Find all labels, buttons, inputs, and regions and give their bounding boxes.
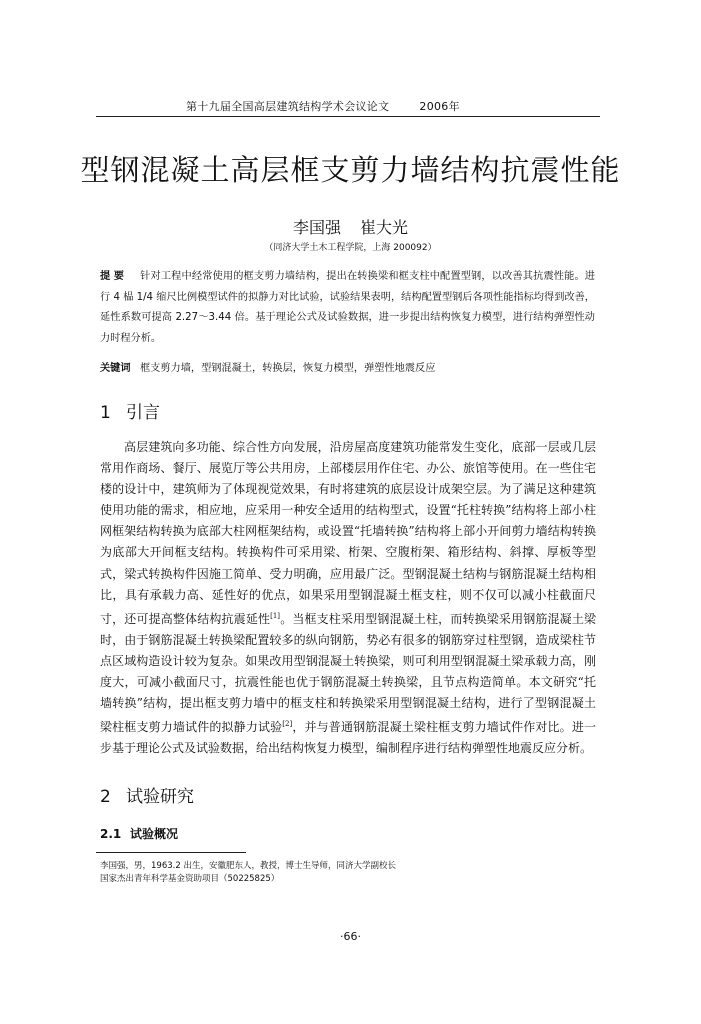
header-rule [96,116,600,117]
subsection-2-1-heading [100,825,178,842]
abstract [100,267,595,349]
paper-authors: 李国强 崔大光 [292,218,409,237]
header-year: 2006年 [419,100,460,113]
footnote [100,860,396,886]
keywords-label: 关键词 [100,363,131,374]
body-text [100,437,596,759]
running-header [186,98,460,114]
section-2-title: 试验研究 [126,787,194,807]
footnote-funding: 国家杰出青年科学基金资助项目（50225825） [100,874,280,884]
footnote-rule [96,852,246,853]
keywords-text: 框支剪力墙，型钢混凝土，转换层，恢复力模型，弹塑性地震反应 [140,363,436,374]
section-2-number: 2 [100,787,111,807]
body-text-part-c: ，并与普通钢筋混凝土梁柱框支剪力墙试件作对比。进一步基于理论公式及试验数据，给出结构恢复力模型，编制程序进行结构弹塑性地震反应分析。 [100,720,596,756]
citation-1: [1] [270,611,281,620]
body-paragraph [100,437,596,759]
section-1-heading [100,398,160,423]
abstract-text: 针对工程中经常使用的框支剪力墙结构，提出在转换梁和框支柱中配置型钢，以改善其抗震性能。进行 4 榀 1/4 缩尺比例模型试件的拟静力对比试验，试验结果表明，结构配置型钢后各项性能指标均得到改善，延性系数可提高 2.27～3.44 倍。基于理论公式及试验数据，进一步提出结构恢复力模型，进行结构弹塑性动力时程分析。 [100,271,595,344]
section-1-number: 1 [100,403,111,423]
page-number: ·66· [340,930,361,943]
citation-2: [2] [282,720,293,729]
section-1-title: 引言 [126,403,160,423]
paper-title: 型钢混凝土高层框支剪力墙结构抗震性能 [80,153,621,187]
footnote-author: 李国强，男，1963.2 出生，安徽肥东人，教授，博士生导师，同济大学副校长 [100,861,396,871]
subsection-2-1-title: 试验概况 [130,827,179,841]
body-text-part-b: 。当框支柱采用型钢混凝土柱，而转换梁采用钢筋混凝土梁时，由于钢筋混凝土转换梁配置较多的纵向钢筋，势必有很多的钢筋穿过柱型钢，造成梁柱节点区域构造设计较为复杂。如果改用型钢混凝土转换梁，则可利用型钢混凝土梁承载力高，刚度大，可减小截面尺寸，抗震性能也优于钢筋混凝土转换梁，且节点构造简单。本文研究“托墙转换”结构，提出框支剪力墙中的框支柱和转换梁采用型钢混凝土结构，进行了型钢混凝土梁柱框支剪力墙试件的拟静力试验 [100,611,596,735]
paper-affiliation: （同济大学土木工程学院，上海 200092） [264,243,437,253]
keywords [100,359,595,374]
section-2-heading [100,782,194,807]
subsection-2-1-number: 2.1 [100,827,122,841]
header-conference: 第十九届全国高层建筑结构学术会议论文 [186,100,390,113]
abstract-label: 提 要 [100,271,124,282]
body-text-part-a: 高层建筑向多功能、综合性方向发展，沿房屋高度建筑功能常发生变化，底部一层或几层常用作商场、餐厅、展览厅等公共用房，上部楼层用作住宅、办公、旅馆等使用。在一些住宅楼的设计中，建筑师为了体现视觉效果，有时将建筑的底层设计成架空层。为了满足这种建筑使用功能的需求，相应地，应采用一种安全适用的结构型式，设置“托柱转换”结构将上部小柱网框架结构转换为底部大柱网框架结构，或设置“托墙转换”结构将上部小开间剪力墙结构转换为底部大开间框支结构。转换构件可采用梁、桁架、空腹桁架、箱形结构、斜撑、厚板等型式，梁式转换构件因施工简单、受力明确，应用最广泛。型钢混凝土结构与钢筋混凝土结构相比，具有承载力高、延性好的优点，如果采用型钢混凝土框支柱，则不仅可以减小柱截面尺寸，还可提高整体结构抗震延性 [100,440,596,626]
